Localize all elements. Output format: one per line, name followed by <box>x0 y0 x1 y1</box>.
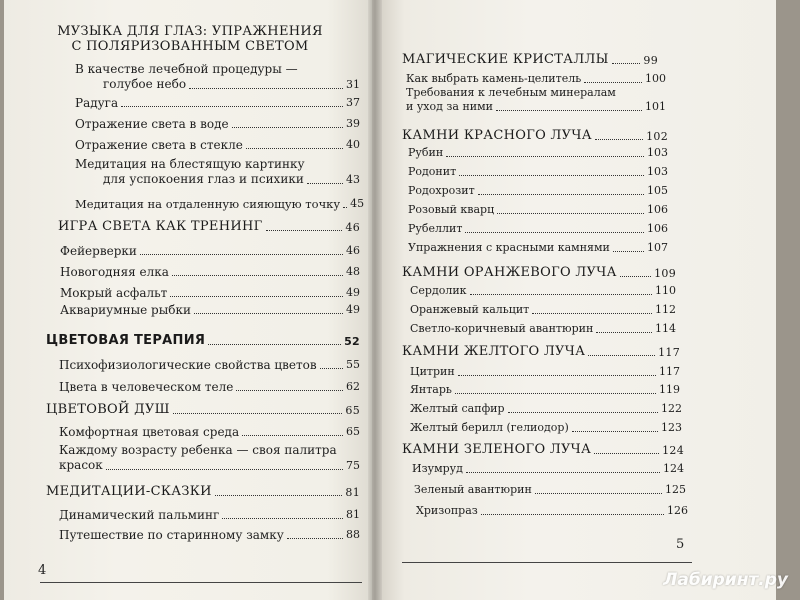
dot-leader <box>208 344 341 345</box>
entry-title: Желтый берилл (гелиодор) <box>410 421 569 434</box>
toc-entry[interactable] <box>410 365 680 379</box>
dot-leader <box>189 88 343 89</box>
dot-leader <box>613 251 644 252</box>
entry-title: Упражнения с красными камнями <box>408 241 610 254</box>
entry-title: Отражение света в стекле <box>75 138 243 152</box>
entry-title: Радуга <box>75 96 119 110</box>
page-number: 103 <box>647 165 668 178</box>
section-title: МЕДИТАЦИИ-СКАЗКИ <box>46 484 212 499</box>
page-number: 110 <box>655 284 676 297</box>
page-number: 31 <box>346 78 360 91</box>
page-number: 117 <box>658 346 680 359</box>
dot-leader <box>459 175 644 176</box>
toc-entry[interactable] <box>75 197 365 211</box>
entry-title-line: Медитация на блестящую картинку <box>75 157 305 171</box>
toc-entry[interactable] <box>59 528 360 542</box>
section-title: КАМНИ ЗЕЛЕНОГО ЛУЧА <box>402 442 592 457</box>
entry-title: Цитрин <box>410 365 455 378</box>
dot-leader <box>478 194 644 195</box>
entry-title: Светло-коричневый авантюрин <box>410 322 594 335</box>
toc-entry[interactable] <box>408 241 668 255</box>
footer-rule <box>402 562 692 563</box>
toc-entry[interactable] <box>406 86 666 114</box>
page-number: 114 <box>655 322 676 335</box>
toc-entry[interactable] <box>60 303 360 317</box>
dot-leader <box>496 110 642 111</box>
page-number: 124 <box>662 444 684 457</box>
entry-title: Медитация на отдаленную сияющую точку <box>75 197 341 211</box>
entry-title: Динамический пальминг <box>59 508 220 522</box>
toc-section-heading[interactable] <box>402 265 676 280</box>
dot-leader <box>446 156 644 157</box>
page-number: 52 <box>344 335 360 348</box>
entry-title: Желтый сапфир <box>410 402 505 415</box>
toc-entry[interactable] <box>60 244 360 258</box>
page-number: 102 <box>646 130 668 143</box>
entry-title-line: для успокоения глаз и психики <box>103 172 304 186</box>
toc-entry[interactable] <box>406 72 666 86</box>
dot-leader <box>612 63 641 64</box>
toc-section-heading[interactable] <box>402 128 668 143</box>
section-title: КАМНИ ОРАНЖЕВОГО ЛУЧА <box>402 265 617 280</box>
dot-leader <box>594 453 659 454</box>
page-number: 46 <box>345 221 360 234</box>
page-number: 117 <box>659 365 680 378</box>
toc-entry[interactable] <box>410 284 676 298</box>
page-number: 65 <box>345 404 360 417</box>
dot-leader <box>588 355 655 356</box>
entry-title: Сердолик <box>410 284 467 297</box>
dot-leader <box>508 412 658 413</box>
dot-leader <box>236 390 343 391</box>
toc-section-heading <box>40 24 340 54</box>
toc-entry[interactable] <box>59 508 360 522</box>
page-number: 122 <box>661 402 682 415</box>
dot-leader <box>535 493 662 494</box>
toc-entry[interactable] <box>59 358 360 372</box>
toc-entry[interactable] <box>59 380 360 394</box>
entry-title: Отражение света в воде <box>75 117 229 131</box>
toc-section-heading[interactable] <box>402 52 658 67</box>
dot-leader <box>287 538 343 539</box>
dot-leader <box>465 232 644 233</box>
dot-leader <box>246 148 343 149</box>
page-number: 125 <box>665 483 686 496</box>
dot-leader <box>140 254 343 255</box>
page-number: 49 <box>346 303 360 316</box>
toc-section-heading[interactable] <box>46 402 360 417</box>
section-title: КАМНИ КРАСНОГО ЛУЧА <box>402 128 592 143</box>
entry-title: Родонит <box>408 165 457 178</box>
entry-title-line: Требования к лечебным минералам <box>406 86 616 99</box>
dot-leader <box>458 375 656 376</box>
page-number: 43 <box>346 173 360 186</box>
toc-section-heading[interactable] <box>46 333 360 348</box>
page-number-left: 4 <box>38 563 47 578</box>
page-number: 88 <box>346 528 360 541</box>
dot-leader <box>320 368 343 369</box>
page-number: 123 <box>661 421 682 434</box>
entry-title-line: В качестве лечебной процедуры — <box>75 62 298 76</box>
entry-title: Комфортная цветовая среда <box>59 425 240 439</box>
section-title: ЦВЕТОВАЯ ТЕРАПИЯ <box>46 333 206 348</box>
entry-title: Зеленый авантюрин <box>414 483 532 496</box>
page-number: 65 <box>346 425 360 438</box>
page-number: 119 <box>659 383 680 396</box>
entry-title: Родохрозит <box>408 184 475 197</box>
watermark-logo: Лабиринт.ру <box>663 570 788 590</box>
dot-leader <box>307 183 343 184</box>
page-number: 40 <box>346 138 360 151</box>
toc-entry[interactable] <box>416 504 688 518</box>
dot-leader <box>481 514 664 515</box>
entry-title: Изумруд <box>412 462 463 475</box>
entry-title: Хризопраз <box>416 504 478 517</box>
dot-leader <box>497 213 644 214</box>
entry-title: Новогодняя елка <box>60 265 169 279</box>
entry-title: Психофизиологические свойства цветов <box>59 358 317 372</box>
heading-line: МУЗЫКА ДЛЯ ГЛАЗ: УПРАЖНЕНИЯ <box>57 24 323 39</box>
toc-entry[interactable] <box>410 322 676 336</box>
entry-title: Янтарь <box>410 383 452 396</box>
toc-entry[interactable] <box>75 96 360 110</box>
dot-leader <box>572 431 658 432</box>
dot-leader <box>215 495 343 496</box>
toc-section-heading[interactable] <box>402 344 680 359</box>
page-number: 48 <box>346 265 360 278</box>
section-title: ЦВЕТОВОЙ ДУШ <box>46 402 170 417</box>
entry-title-line: голубое небо <box>103 77 187 91</box>
dot-leader <box>232 127 343 128</box>
entry-title: Мокрый асфальт <box>60 286 168 300</box>
toc-entry[interactable] <box>408 165 668 179</box>
toc-entry[interactable] <box>410 421 682 435</box>
toc-entry[interactable] <box>408 184 668 198</box>
entry-title-line: и уход за ними <box>406 100 494 113</box>
page-number: 106 <box>647 203 668 216</box>
page-number: 100 <box>645 72 666 85</box>
heading-line: С ПОЛЯРИЗОВАННЫМ СВЕТОМ <box>71 39 309 54</box>
dot-leader <box>242 435 343 436</box>
dot-leader <box>596 332 652 333</box>
page-number: 55 <box>346 358 360 371</box>
page-number: 37 <box>346 96 360 109</box>
dot-leader <box>222 518 343 519</box>
dot-leader <box>466 472 660 473</box>
page-number: 107 <box>647 241 668 254</box>
page-number: 124 <box>663 462 684 475</box>
entry-title: Оранжевый кальцит <box>410 303 530 316</box>
page-number: 106 <box>647 222 668 235</box>
dot-leader <box>620 276 651 277</box>
toc-entry[interactable] <box>408 222 668 236</box>
entry-title-line: красок <box>59 458 103 472</box>
dot-leader <box>584 82 642 83</box>
entry-title: Рубеллит <box>408 222 463 235</box>
entry-title: Фейерверки <box>60 244 137 258</box>
dot-leader <box>455 393 656 394</box>
dot-leader <box>343 207 347 208</box>
toc-entry[interactable] <box>75 62 360 92</box>
toc-section-heading[interactable] <box>46 484 360 499</box>
page-number-right: 5 <box>676 537 685 552</box>
dot-leader <box>194 313 343 314</box>
page-number: 49 <box>346 286 360 299</box>
toc-entry[interactable] <box>60 265 360 279</box>
toc-entry[interactable] <box>410 402 682 416</box>
toc-entry[interactable] <box>410 303 676 317</box>
toc-entry[interactable] <box>75 138 360 152</box>
toc-section-heading[interactable] <box>58 219 360 234</box>
entry-title-line: Каждому возрасту ребенка — своя палитра <box>59 443 337 457</box>
dot-leader <box>170 296 343 297</box>
page-number: 81 <box>345 486 360 499</box>
entry-title: Розовый кварц <box>408 203 495 216</box>
toc-entry[interactable] <box>75 117 360 131</box>
section-title: КАМНИ ЖЕЛТОГО ЛУЧА <box>402 344 586 359</box>
page-number: 75 <box>346 459 360 472</box>
book-gutter <box>368 0 382 600</box>
page-number: 126 <box>667 504 688 517</box>
dot-leader <box>106 469 343 470</box>
dot-leader <box>470 294 652 295</box>
dot-leader <box>173 413 343 414</box>
page-number: 81 <box>346 508 360 521</box>
page-number: 45 <box>350 197 365 210</box>
toc-entry[interactable] <box>59 443 360 473</box>
entry-title: Как выбрать камень-целитель <box>406 72 582 85</box>
section-title: ИГРА СВЕТА КАК ТРЕНИНГ <box>58 219 263 234</box>
dot-leader <box>595 139 643 140</box>
entry-title: Путешествие по старинному замку <box>59 528 284 542</box>
page-number: 62 <box>346 380 360 393</box>
toc-entry[interactable] <box>408 203 668 217</box>
page-number: 101 <box>645 100 666 113</box>
toc-entry[interactable] <box>410 383 680 397</box>
toc-entry[interactable] <box>59 425 360 439</box>
toc-entry[interactable] <box>75 157 360 187</box>
toc-entry[interactable] <box>412 462 684 476</box>
toc-entry[interactable] <box>408 146 668 160</box>
toc-section-heading[interactable] <box>402 442 684 457</box>
toc-entry[interactable] <box>60 286 360 300</box>
toc-entry[interactable] <box>414 483 686 497</box>
page-number: 99 <box>643 54 658 67</box>
dot-leader <box>266 230 343 231</box>
dot-leader <box>532 313 652 314</box>
section-title: МАГИЧЕСКИЕ КРИСТАЛЛЫ <box>402 52 609 67</box>
page-number: 109 <box>654 267 676 280</box>
dot-leader <box>172 275 343 276</box>
page-number: 103 <box>647 146 668 159</box>
page-number: 46 <box>346 244 360 257</box>
page-number: 39 <box>346 117 360 130</box>
page-number: 112 <box>655 303 676 316</box>
entry-title: Рубин <box>408 146 444 159</box>
entry-title: Цвета в человеческом теле <box>59 380 234 394</box>
entry-title: Аквариумные рыбки <box>60 303 191 317</box>
footer-rule <box>40 582 362 583</box>
dot-leader <box>121 106 343 107</box>
page-number: 105 <box>647 184 668 197</box>
